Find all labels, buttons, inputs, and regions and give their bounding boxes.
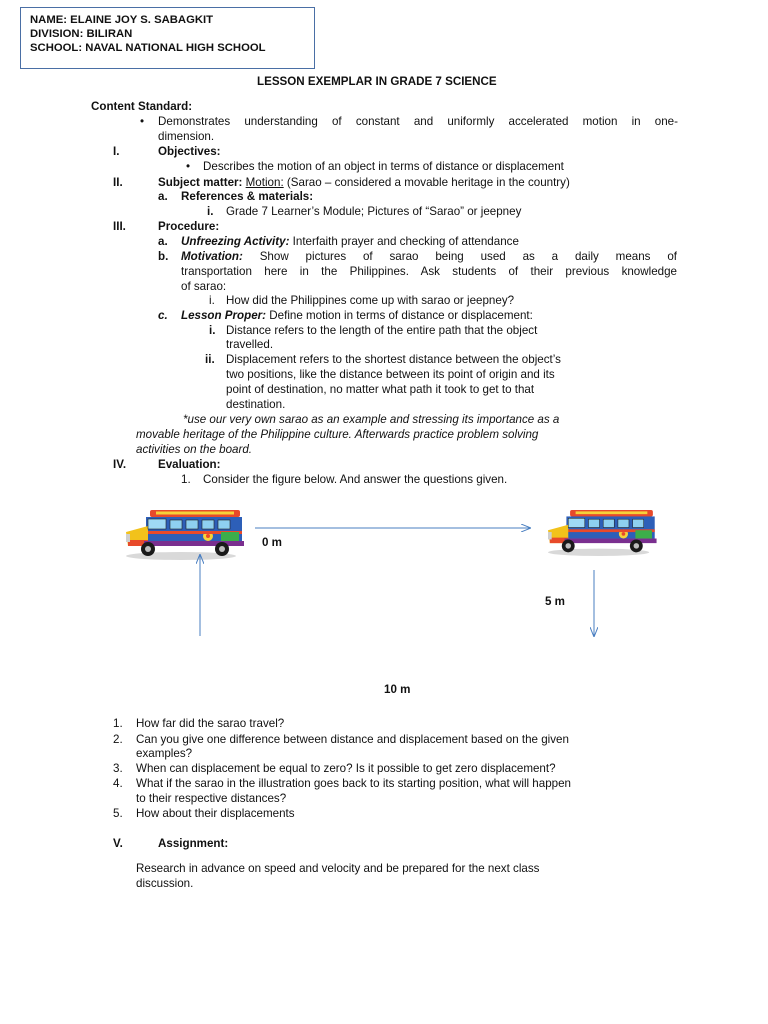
jeepney-end-image [548, 510, 657, 556]
lesson-proper-label: Lesson Proper: [181, 309, 267, 322]
displacement-definition-end: destination. [226, 398, 286, 411]
distance-definition: Distance refers to the length of the entire path that the object [226, 324, 538, 337]
subject-detail: (Sarao – considered a movable heritage in the country) [286, 176, 570, 189]
question-text: Can you give one difference between distance and displacement based on the given [136, 733, 569, 746]
unfreezing-text: Interfaith prayer and checking of attendance [292, 235, 519, 248]
displacement-definition-cont: two positions, like the distance between its point of origin and its [226, 368, 555, 381]
subject-topic: Motion: [245, 176, 284, 189]
question-text-cont: to their respective distances? [136, 792, 287, 805]
objective-item: Describes the motion of an object in terms of distance or displacement [203, 160, 564, 173]
content-standard-label: Content Standard: [91, 100, 193, 113]
motivation-text-cont: transportation here in the Philippines. Ask students of their previous knowledge [181, 265, 677, 278]
teacher-note: *use our very own sarao as an example and stressing its importance as a [183, 413, 560, 426]
label-0m: 0 m [262, 536, 282, 549]
teacher-note-cont: movable heritage of the Philippine culture. Afterwards practice problem solving [136, 428, 539, 441]
evaluation-item: Consider the figure below. And answer the questions given. [203, 473, 508, 486]
motivation-text-end: of sarao: [181, 280, 227, 293]
list-letter: a. [158, 235, 168, 248]
question-number: 3. [113, 762, 123, 775]
list-letter: a. [158, 190, 168, 203]
author-school: SCHOOL: NAVAL NATIONAL HIGH SCHOOL [30, 42, 266, 54]
section-number: I. [113, 145, 120, 158]
unfreezing-label: Unfreezing Activity: [181, 235, 290, 248]
question-number: 1. [113, 717, 123, 730]
bullet: • [186, 160, 191, 173]
list-number: i. [209, 294, 215, 307]
list-letter: b. [158, 250, 169, 263]
evaluation-label: Evaluation: [158, 458, 221, 471]
assignment-label: Assignment: [158, 837, 229, 850]
jeepney-start-image [126, 510, 244, 560]
subject-matter-label: Subject matter: [158, 176, 243, 189]
question-text: How far did the sarao travel? [136, 717, 285, 730]
question-text-cont: examples? [136, 747, 193, 760]
references-label: References & materials: [181, 190, 314, 203]
list-number: i. [209, 324, 216, 337]
motivation-question: How did the Philippines come up with sarao or jeepney? [226, 294, 515, 307]
motivation-label: Motivation: [181, 250, 243, 263]
document-title: LESSON EXEMPLAR IN GRADE 7 SCIENCE [257, 75, 497, 88]
list-number: i. [207, 205, 214, 218]
bullet: • [140, 115, 145, 128]
author-division: DIVISION: BILIRAN [30, 28, 133, 40]
question-number: 2. [113, 733, 123, 746]
author-name: NAME: ELAINE JOY S. SABAGKIT [30, 14, 214, 26]
distance-definition-cont: travelled. [226, 338, 274, 351]
list-number: 1. [181, 473, 191, 486]
assignment-text-cont: discussion. [136, 877, 194, 890]
content-standard-text-cont: dimension. [158, 130, 215, 143]
reference-item: Grade 7 Learner’s Module; Pictures of “Sarao” or jeepney [226, 205, 522, 218]
displacement-definition: Displacement refers to the shortest distance between the object’s [226, 353, 561, 366]
content-standard-text: Demonstrates understanding of constant and uniformly accelerated motion in one- [158, 115, 678, 128]
question-text: When can displacement be equal to zero? Is it possible to get zero displacement? [136, 762, 556, 775]
teacher-note-end: activities on the board. [136, 443, 253, 456]
section-number: III. [113, 220, 126, 233]
list-letter: c. [158, 309, 168, 322]
question-text: How about their displacements [136, 807, 295, 820]
section-number: IV. [113, 458, 127, 471]
label-5m: 5 m [545, 595, 565, 608]
list-number: ii. [205, 353, 215, 366]
label-10m: 10 m [384, 683, 411, 696]
procedure-label: Procedure: [158, 220, 220, 233]
objectives-label: Objectives: [158, 145, 221, 158]
question-number: 4. [113, 777, 123, 790]
question-text: What if the sarao in the illustration goes back to its starting position, what will happen [136, 777, 571, 790]
assignment-text: Research in advance on speed and velocity and be prepared for the next class [136, 862, 540, 875]
lesson-proper-text: Define motion in terms of distance or displacement: [269, 309, 533, 322]
section-number: V. [113, 837, 123, 850]
displacement-definition-cont: point of destination, no matter what path it took to get to that [226, 383, 535, 396]
motivation-text: Show pictures of sarao being used as a daily means of [259, 250, 677, 263]
section-number: II. [113, 176, 123, 189]
question-number: 5. [113, 807, 123, 820]
